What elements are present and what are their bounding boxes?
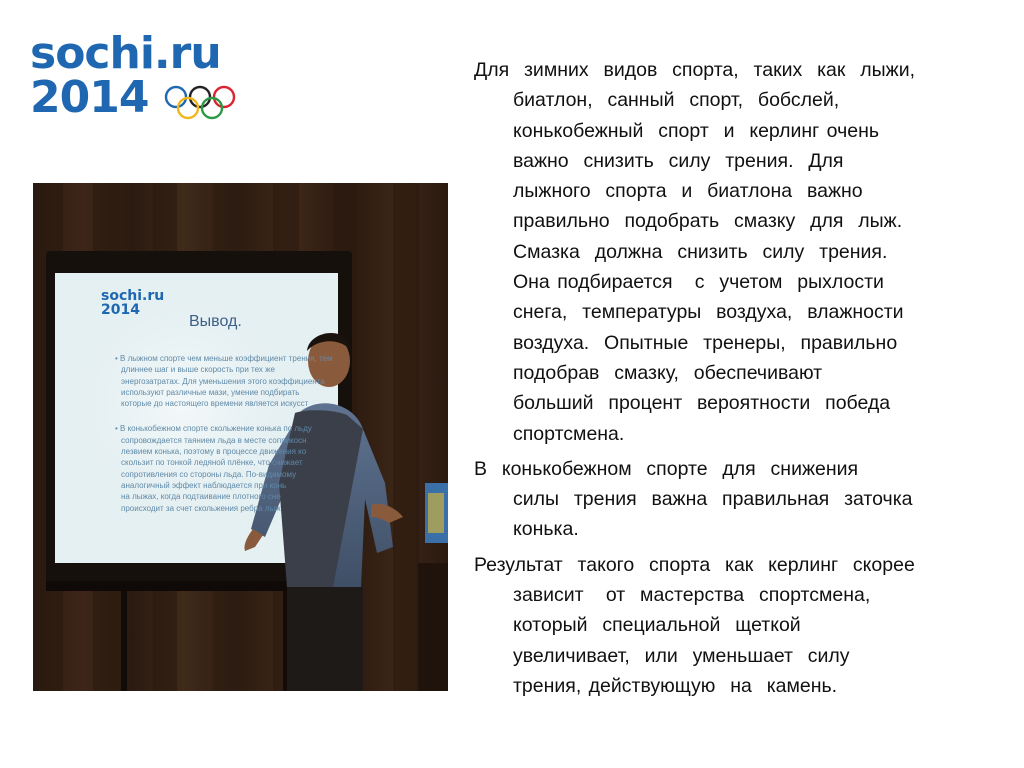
body-text [474,55,984,706]
screen-title: Вывод. [189,313,242,330]
screen-line: используют различные мази, умение подбирать [121,387,300,397]
screen-logo-line1: sochi.ru [101,288,165,304]
text-line: Для зимних видов спорта, таких как лыжи, [474,59,916,81]
screen-line: происходит за счет скольжения ребра лыж [121,503,281,513]
screen-line: лезвием конька, поэтому в процессе движения ко [121,447,307,457]
paragraph-curling [474,550,984,701]
screen-line: которые до настоящего времени является искусст [121,399,309,409]
presentation-photo [33,183,448,691]
text-line: увеличивает, или уменьшает силу [513,644,850,667]
text-line: Смазка должна снизить силу трения. [513,240,888,263]
screen-line: скользит по тонкой ледяной плёнке, что снижает [121,458,303,468]
text-line: спортсмена. [513,422,625,445]
screen-line: • В конькобежном спорте скольжение конька по льду [115,424,312,434]
sochi-2014-logo [30,28,240,132]
text-line: зависит от мастерства спортсмена, [513,584,871,607]
screen-line: сопротивления со стороны льда. По-видимому [121,469,297,479]
text-line: конькобежный спорт и керлинг очень [513,119,880,142]
olympic-rings-icon [162,84,262,124]
text-line: подобрав смазку, обеспечивают [513,361,823,384]
screen-body [115,353,365,567]
text-line: трения, действующую на камень. [513,674,838,697]
text-line: правильно подобрать смазку для лыж. [513,210,903,233]
text-line: который специальной щеткой [513,614,801,637]
logo-text-2014: 2014 [30,72,149,123]
text-line: Результат такого спорта как керлинг скорее [474,553,915,576]
text-line: В конькобежном спорте для снижения [474,457,859,480]
text-line: больший процент вероятности победа [513,392,891,415]
screen-line: аналогичный эффект наблюдается при конь [121,480,287,490]
screen-line: на лыжах, когда подтаивание плотного сне [121,492,281,502]
screen-line: энергозатратах. Для уменьшения этого коэффициента [121,376,325,386]
text-line: важно снизить силу трения. Для [513,149,844,172]
screen-line: длиннее шаг и выше скорость при тех же [121,365,275,375]
paragraph-skiing [474,55,984,449]
screen-line: • В лыжном спорте чем меньше коэффициент трения, тем [115,354,333,363]
text-line: снега, температуры воздуха, влажности [513,301,904,324]
text-line: биатлон, санный спорт, бобслей, [513,89,840,112]
text-line: Она подбирается с учетом рыхлости [513,271,884,294]
text-line: силы трения важна правильная заточка [513,488,913,511]
screen-logo-line2: 2014 [101,302,140,318]
screen-line: сопровождается таянием льда в месте соприкосн [121,435,307,445]
logo-text-sochi-ru: sochi.ru [30,28,221,79]
text-line: лыжного спорта и биатлона важно [513,180,863,203]
text-line: конька. [513,518,579,541]
paragraph-skating [474,454,984,545]
screen-logo [101,289,164,317]
text-line: воздуха. Опытные тренеры, правильно [513,331,898,354]
